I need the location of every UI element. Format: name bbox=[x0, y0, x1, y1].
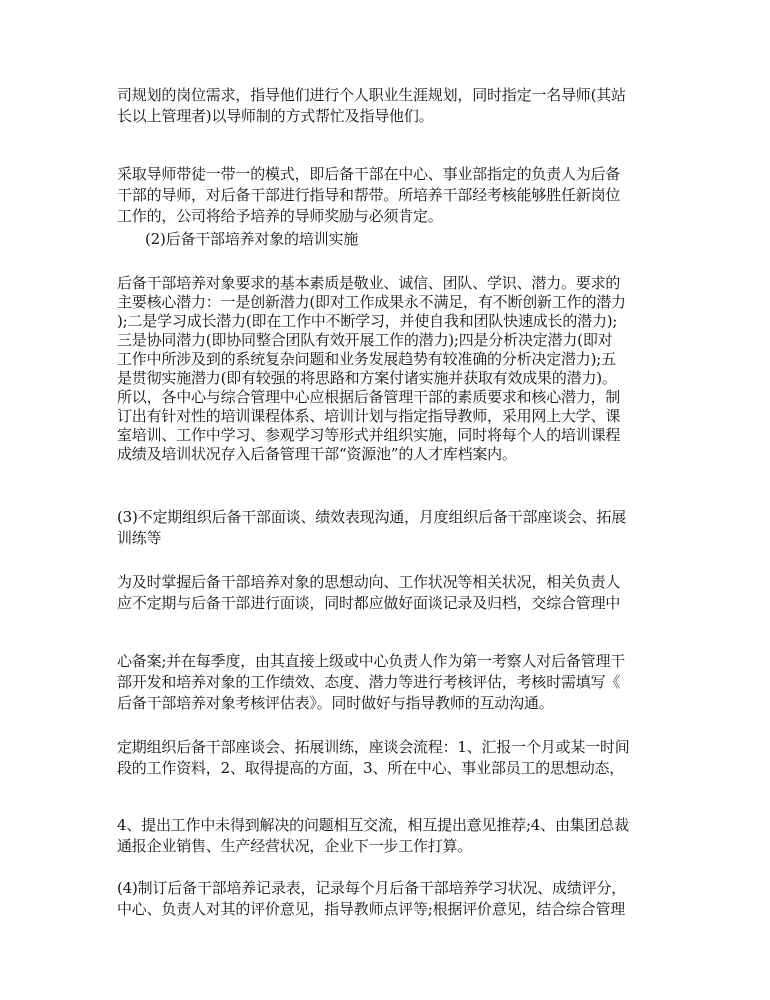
text-line: 后备干部培养对象考核评估表》。同时做好与指导教师的互动沟通。 bbox=[117, 694, 554, 712]
text-line: (2)后备干部培养对象的培训实施 bbox=[145, 230, 359, 248]
text-line: 段的工作资料，2、取得提高的方面，3、所在中心、事业部员工的思想动态， bbox=[117, 759, 625, 777]
text-line: 干部的导师，对后备干部进行指导和帮带。所培养干部经考核能够胜任新岗位 bbox=[117, 186, 621, 204]
text-line: 三是协同潜力(即协同整合团队有效开展工作的潜力);四是分析决定潜力(即对 bbox=[117, 331, 613, 349]
text-line: 为及时掌握后备干部培养对象的思想动向、工作状况等相关状况，相关负责人 bbox=[117, 573, 621, 591]
text-line: 应不定期与后备干部进行面谈，同时都应做好面谈记录及归档，交综合管理中 bbox=[117, 594, 621, 612]
text-line: 中心、负责人对其的评价意见，指导教师点评等;根据评价意见，结合综合管理 bbox=[117, 900, 626, 918]
text-line: 后备干部培养对象要求的基本素质是敬业、诚信、团队、学识、潜力。要求的 bbox=[117, 274, 621, 292]
text-line: 心备案;并在每季度，由其直接上级或中心负责人作为第一考察人对后备管理干 bbox=[117, 652, 626, 670]
text-line: (4)制订后备干部培养记录表，记录每个月后备干部培养学习状况、成绩评分， bbox=[117, 879, 627, 897]
text-line: 4、提出工作中未得到解决的问题相互交流，相互提出意见推荐;4、由集团总裁 bbox=[117, 816, 629, 834]
text-line: 订出有针对性的培训课程体系、培训计划与指定指导教师，采用网上大学、课 bbox=[117, 407, 621, 425]
text-line: 定期组织后备干部座谈会、拓展训练，座谈会流程：1、汇报一个月或某一时间 bbox=[117, 738, 630, 756]
text-line: (3)不定期组织后备干部面谈、绩效表现沟通，月度组织后备干部座谈会、拓展 bbox=[117, 508, 627, 526]
text-line: 工作中所涉及到的系统复杂问题和业务发展趋势有较准确的分析决定潜力);五 bbox=[117, 350, 616, 368]
text-line: 室培训、工作中学习、参观学习等形式并组织实施，同时将每个人的培训课程 bbox=[117, 426, 621, 444]
text-line: 采取导师带徒一带一的模式，即后备干部在中心、事业部指定的负责人为后备 bbox=[117, 165, 621, 183]
text-line: 所以，各中心与综合管理中心应根据后备管理干部的素质要求和核心潜力，制 bbox=[117, 388, 621, 406]
text-line: 工作的，公司将给予培养的导师奖励与必须肯定。 bbox=[117, 207, 443, 225]
text-line: 是贯彻实施潜力(即有较强的将思路和方案付诸实施并获取有效成果的潜力)。 bbox=[117, 369, 617, 387]
text-line: 通报企业销售、生产经营状况，企业下一步工作打算。 bbox=[117, 837, 473, 855]
text-line: 长以上管理者)以导师制的方式帮忙及指导他们。 bbox=[117, 107, 434, 125]
text-line: 主要核心潜力：一是创新潜力(即对工作成果永不满足，有不断创新工作的潜力 bbox=[117, 293, 626, 311]
text-line: );二是学习成长潜力(即在工作中不断学习，并使自我和团队快速成长的潜力); bbox=[117, 312, 618, 330]
text-line: 司规划的岗位需求，指导他们进行个人职业生涯规划，同时指定一名导师(其站 bbox=[117, 86, 626, 104]
text-line: 成绩及培训状况存入后备管理干部“资源池”的人才库档案内。 bbox=[117, 445, 517, 463]
text-line: 部开发和培养对象的工作绩效、态度、潜力等进行考核评估，考核时需填写《 bbox=[117, 673, 621, 691]
text-line: 训练等 bbox=[117, 529, 162, 547]
